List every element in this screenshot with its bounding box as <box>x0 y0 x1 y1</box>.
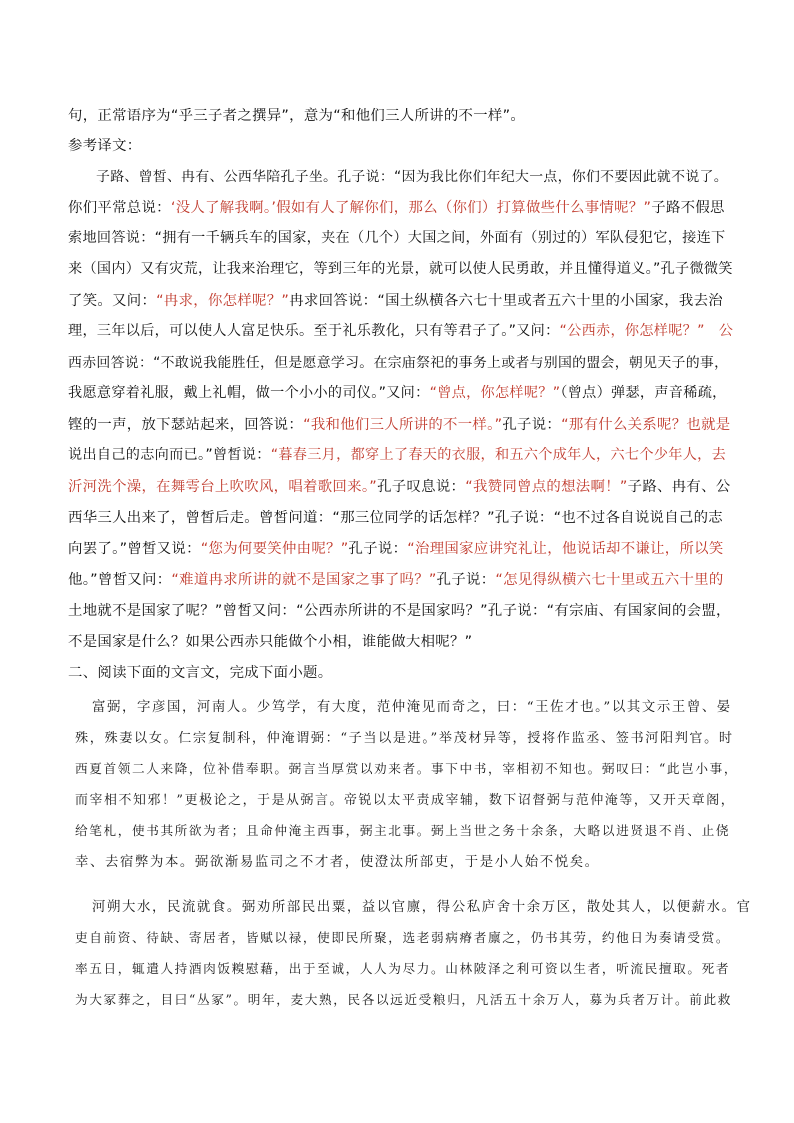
text-span: 西赤回答说：“不敢说我能胜任，但是愿意学习。在宗庙祭祀的事务上或者与别国的盟会，朝见天子的事， <box>68 355 729 371</box>
classical-line-8 <box>75 927 741 946</box>
text-span: 来（国内）又有灾荒，让我来治理它，等到三年的光景，就可以使人民勇敢，并且懂得道义。”孔子微微笑 <box>68 261 733 277</box>
text-span: 西华三人出来了，曾皙后走。曾皙问道：“那三位同学的话怎样？”孔子说：“也不过各自说说自己的志 <box>68 510 723 526</box>
classical-line-10 <box>75 989 741 1008</box>
text-span: 孔子叹息说： <box>377 479 466 495</box>
text-span: 索地回答说：“拥有一千辆兵车的国家，夹在（几个）大国之间，外面有（别过的）军队侵犯它，接连下 <box>68 230 726 246</box>
section-heading <box>68 661 734 682</box>
classical-line-4 <box>75 789 741 808</box>
text-span: 我愿意穿着礼服，戴上礼帽，做一个小小的司仪。”又问： <box>68 385 430 401</box>
translation-line-8 <box>68 382 734 402</box>
translation-line-15 <box>68 599 734 620</box>
text-span: 子路、冉有、公 <box>627 479 731 495</box>
highlight-span: “曾点，你怎样呢？” <box>429 385 561 401</box>
text-span: 孔子说： <box>502 417 562 433</box>
translation-line-5 <box>68 289 734 310</box>
highlight-span: 公 <box>718 323 734 339</box>
text-span: 不是国家是什么？如果公西赤只能做个小相，谁能做大相呢？” <box>68 634 473 650</box>
translation-line-9 <box>68 413 734 434</box>
translation-line-3 <box>68 227 734 247</box>
text-span: 冉求回答说：“国土纵横各六七十里或者五六十里的小国家，我去治 <box>289 293 723 309</box>
highlight-span: “您为何要笑仲由呢？” <box>200 541 349 557</box>
text-span: 了笑。又问： <box>68 293 157 309</box>
text-span: 子路、曾皙、冉有、公西华陪孔子坐。孔子说：“因为我比你们年纪大一点，你们不要因此就不说了。 <box>96 169 728 185</box>
text-span: 子路不假思 <box>651 200 725 216</box>
text-span: 给笔札，使书其所欲为者；且命仲淹主西事，弼主北事。弼上当世之务十余条，大略以进贤退不肖、止侥 <box>75 823 731 838</box>
text-span: 率五日，辄遣人持酒肉饭糗慰藉，出于至诚，人人为尽力。山林陂泽之利可资以生者，听流民擅取。死者 <box>75 961 731 976</box>
highlight-span: “怎见得纵横六七十里或五六十里的 <box>495 572 724 588</box>
text-span: （曾点）弹瑟，声音稀疏， <box>560 385 727 401</box>
translation-line-1 <box>96 165 734 185</box>
text-span: 孔子说： <box>436 572 496 588</box>
text-span: 殊，殊妻以女。仁宗复制科，仲淹谓弼：“子当以是进。”举茂材异等，授将作监丞、签书河阳判官。时 <box>75 731 734 746</box>
classical-line-2 <box>75 727 741 746</box>
text-span: 铿的一声，放下瑟站起来，回答说： <box>68 417 304 433</box>
highlight-span: “我赞同曾点的想法啊！” <box>465 479 628 495</box>
classical-line-5 <box>75 820 741 839</box>
text-span: 说出自己的志向而已。”曾皙说： <box>68 447 271 463</box>
reference-translation-label <box>68 134 734 155</box>
classical-line-1 <box>92 696 758 715</box>
highlight-span: “我和他们三人所讲的不一样。” <box>303 417 503 433</box>
text-span: 幸、去宿弊为本。弼欲渐易监司之不才者，使澄汰所部吏，于是小人始不悦矣。 <box>75 855 600 870</box>
text-span: 为大冢葬之，目曰“丛冢”。明年，麦大熟，民各以远近受粮归，凡活五十余万人，募为兵者万计。前此救 <box>75 992 732 1007</box>
text-span: 吏自前资、待缺、寄居者，皆赋以禄，使即民所聚，选老弱病瘠者廪之，仍书其劳，约他日为奏请受赏。 <box>75 930 731 945</box>
classical-line-7 <box>92 896 758 915</box>
highlight-span: “冉求，你怎样呢？” <box>156 293 290 309</box>
intro-text: 句，正常语序为“乎三子者之撰异”，意为“和他们三人所讲的不一样”。 <box>68 108 526 124</box>
highlight-span: “那有什么关系呢？也就是 <box>561 417 731 433</box>
highlight-span: “暮春三月，都穿上了春天的衣服，和五六个成年人，六七个少年人，去 <box>270 447 727 463</box>
translation-line-7 <box>68 351 734 371</box>
translation-line-6 <box>68 320 734 340</box>
text-span: 理，三年以后，可以使人人富足快乐。至于礼乐教化，只有等君子了。”又问： <box>68 323 560 339</box>
text-span: 他。”曾皙又问： <box>68 572 172 588</box>
intro-line-1 <box>68 104 734 125</box>
translation-line-13 <box>68 537 734 558</box>
text-span: 富弼，字彦国，河南人。少笃学，有大度，范仲淹见而奇之，曰：“王佐才也。”以其文示王曾、晏 <box>92 700 732 715</box>
highlight-span: “治理国家应讲究礼让，他说话却不谦让，所以笑 <box>407 541 724 557</box>
classical-line-9 <box>75 958 741 977</box>
highlight-span: “公西赤，你怎样呢？” <box>559 323 705 339</box>
text-span: 你们平常总说： <box>68 200 171 216</box>
translation-line-10 <box>68 444 734 464</box>
highlight-span: “难道冉求所讲的就不是国家之事了吗？” <box>171 572 437 588</box>
translation-line-16 <box>68 630 734 651</box>
text-span: 孔子说： <box>348 541 408 557</box>
classical-line-3 <box>75 758 741 777</box>
translation-line-2 <box>68 196 734 217</box>
classical-line-6 <box>75 851 741 870</box>
highlight-span: ‘没人了解我啊。’假如有人了解你们，那么（你们）打算做些什么事情呢？” <box>170 200 652 216</box>
translation-line-14 <box>68 568 734 589</box>
highlight-span: 沂河洗个澡，在舞雩台上吹吹风，唱着歌回来。” <box>68 479 378 495</box>
translation-line-4 <box>68 258 734 278</box>
text-span: 河朔大水，民流就食。弼劝所部民出粟，益以官廪，得公私庐舍十余万区，散处其人，以便薪水。官 <box>92 900 752 915</box>
heading-text: 二、阅读下面的文言文，完成下面小题。 <box>68 665 333 681</box>
text-span: 向罢了。”曾皙又说： <box>68 541 201 557</box>
text-span: 西夏首领二人来降，位补借奉职。弼言当厚赏以劝来者。事下中书，宰相初不知也。弼叹曰：“此岂小事， <box>75 761 739 776</box>
label-text: 参考译文： <box>68 138 142 154</box>
text-span: 而宰相不知邪！”更极论之，于是从弼言。帝锐以太平责成宰辅，数下诏督弼与范仲淹等，又开天章阁， <box>75 793 736 808</box>
translation-line-11 <box>68 475 734 496</box>
text-span: 土地就不是国家了呢？”曾皙又问：“公西赤所讲的不是国家吗？”孔子说：“有宗庙、有国家间的会盟， <box>68 603 731 619</box>
translation-line-12 <box>68 506 734 527</box>
